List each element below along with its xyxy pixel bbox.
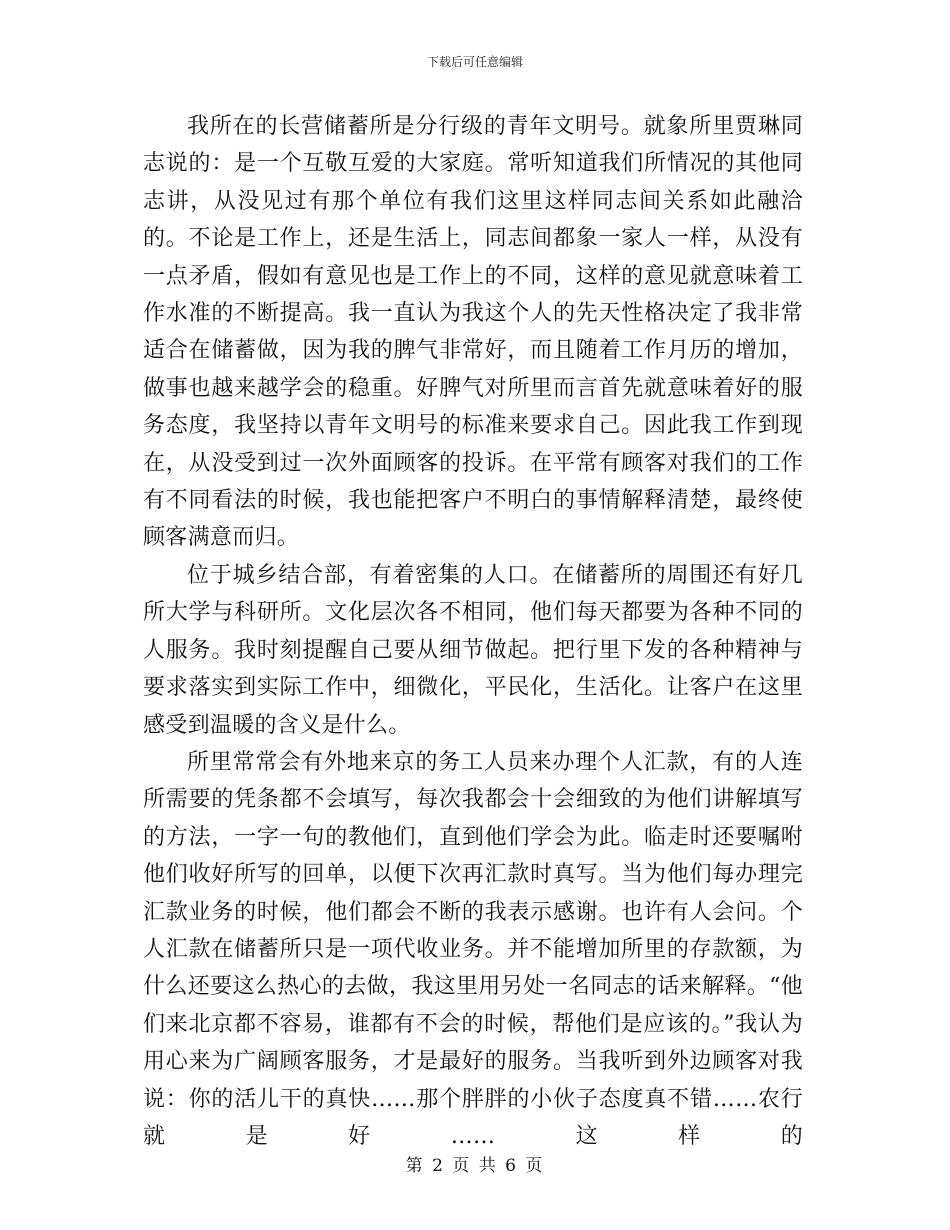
page-footer: 第 2 页 共 6 页 xyxy=(405,1156,545,1176)
page-header: 下载后可任意编辑 xyxy=(426,55,523,69)
paragraph-2: 位于城乡结合部，有着密集的人口。在储蓄所的周围还有好几所大学与科研所。文化层次各不相同，他们每天都要为各种不同的人服务。我时刻提醒自己要从细节做起。把行里下发的各种精神与要求落实到实际工作中，细微化，平民化，生活化。让客户在这里感受到温暖的含义是什么。 xyxy=(143,562,803,738)
paragraph-1: 我所在的长营储蓄所是分行级的青年文明号。就象所里贾琳同志说的：是一个互敬互爱的大家庭。常听知道我们所情况的其他同志讲，从没见过有那个单位有我们这里这样同志间关系如此融洽的。不论是工作上，还是生活上，同志间都象一家人一样，从没有一点矛盾，假如有意见也是工作上的不同，这样的意见就意味着工作水准的不断提高。我一直认为我这个人的先天性格决定了我非常适合在储蓄做，因为我的脾气非常好，而且随着工作月历的增加，做事也越来越学会的稳重。好脾气对所里而言首先就意味着好的服务态度，我坚持以青年文明号的标准来要求自己。因此我工作到现在，从没受到过一次外面顾客的投诉。在平常有顾客对我们的工作有不同看法的时候，我也能把客户不明白的事情解释清楚，最终使顾客满意而归。 xyxy=(143,114,803,551)
paragraph-3: 所里常常会有外地来京的务工人员来办理个人汇款，有的人连所需要的凭条都不会填写，每次我都会十会细致的为他们讲解填写的方法，一字一句的教他们，直到他们学会为此。临走时还要嘱咐他们收好所写的回单，以便下次再汇款时真写。当为他们每办理完汇款业务的时候，他们都会不断的我表示感谢。也许有人会问。个人汇款在储蓄所只是一项代收业务。并不能增加所里的存款额，为什么还要这么热心的去做，我这里用另处一名同志的话来解释。“他们来北京都不容易，谁都有不会的时候，帮他们是应该的。”我认为用心来为广阔顾客服务，才是最好的服务。当我听到外边顾客对我说：你的活儿干的真快……那个胖胖的小伙子态度真不错……农行就是好……这样的 xyxy=(143,749,803,1149)
document-body xyxy=(143,108,803,1155)
